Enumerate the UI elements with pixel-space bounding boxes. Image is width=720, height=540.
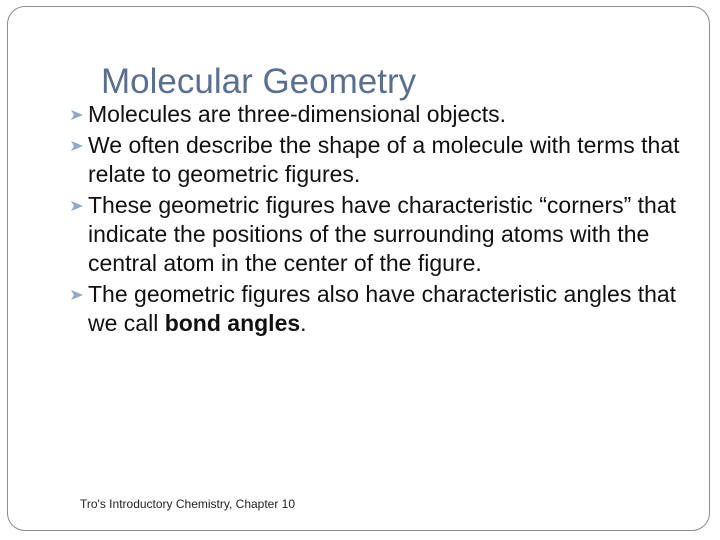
bullet-item: [70, 191, 690, 278]
bullet-item: [70, 131, 690, 189]
bullet-item: [70, 100, 690, 129]
pinwheel-bullet-icon: [70, 109, 84, 121]
bullet-text-part: .: [300, 310, 307, 336]
pinwheel-bullet-icon: [70, 140, 84, 152]
pinwheel-bullet-icon: [70, 289, 84, 301]
bond-angles-term: bond angles: [164, 310, 301, 336]
bullet-text: Molecules are three-dimensional objects.: [88, 101, 507, 127]
bullet-text: These geometric figures have characteristic “corners” that indicate the positions of the surrounding atoms with the central atom in the center of the figure.: [88, 192, 677, 276]
slide-title: Molecular Geometry: [101, 62, 417, 101]
slide-footer: Tro's Introductory Chemistry, Chapter 10: [80, 497, 296, 511]
pinwheel-bullet-icon: [70, 200, 84, 212]
bullet-text-part: The geometric figures also have characteristic angles that we call: [88, 281, 677, 336]
bullet-text: [88, 280, 690, 338]
bullet-list: [70, 100, 690, 340]
bullet-text: We often describe the shape of a molecule with terms that relate to geometric figures.: [88, 132, 680, 187]
bullet-item: [70, 280, 690, 338]
